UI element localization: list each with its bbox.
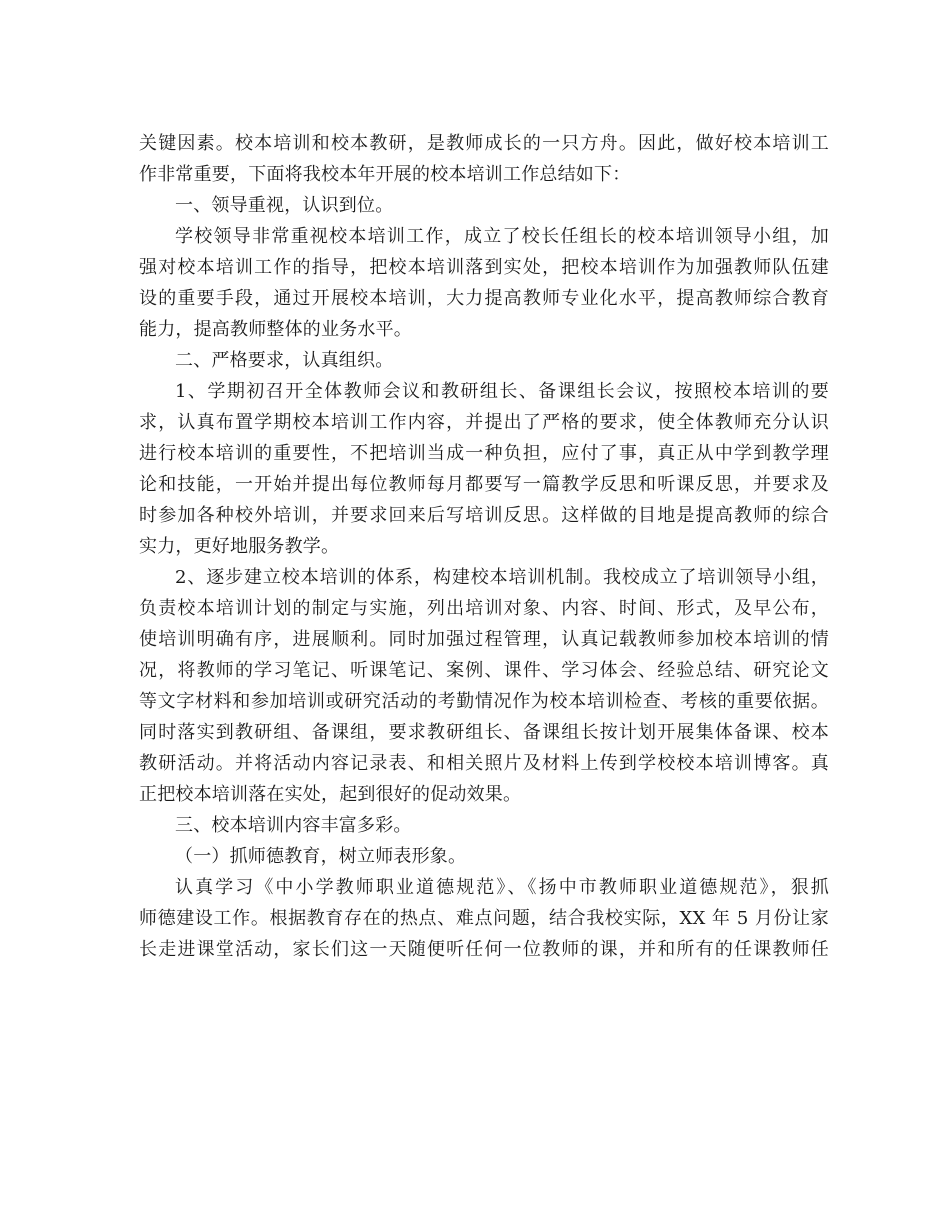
text-line: 强对校本培训工作的指导，把校本培训落到实处，把校本培训作为加强教师队伍建 <box>139 257 829 278</box>
text-line: 况，将教师的学习笔记、听课笔记、案例、课件、学习体会、经验总结、研究论文 <box>139 660 829 681</box>
text-line: 师德建设工作。根据教育存在的热点、难点问题，结合我校实际，XX 年 5 月份让家 <box>139 908 829 929</box>
text-line: 使培训明确有序，进展顺利。同时加强过程管理，认真记载教师参加校本培训的情 <box>139 629 829 650</box>
text-line: 教研活动。并将活动内容记录表、和相关照片及材料上传到学校校本培训博客。真 <box>139 753 829 774</box>
text-line: 实力，更好地服务教学。 <box>139 536 340 557</box>
text-line: 1、学期初召开全体教师会议和教研组长、备课组长会议，按照校本培训的要 <box>175 381 829 402</box>
text-line: 同时落实到教研组、备课组，要求教研组长、备课组长按计划开展集体备课、校本 <box>139 722 829 743</box>
document-body <box>139 128 829 965</box>
text-line: 正把校本培训落在实处，起到很好的促动效果。 <box>139 784 522 805</box>
text-line: 关键因素。校本培训和校本教研，是教师成长的一只方舟。因此，做好校本培训工 <box>139 133 829 154</box>
text-line: 长走进课堂活动，家长们这一天随便听任何一位教师的课，并和所有的任课教师任 <box>139 939 829 960</box>
text-line: 进行校本培训的重要性，不把培训当成一种负担，应付了事，真正从中学到教学理 <box>139 443 829 464</box>
text-line: 设的重要手段，通过开展校本培训，大力提高教师专业化水平，提高教师综合教育 <box>139 288 829 309</box>
text-line: 学校领导非常重视校本培训工作，成立了校长任组长的校本培训领导小组，加 <box>175 226 829 247</box>
text-line: 认真学习《中小学教师职业道德规范》、《扬中市教师职业道德规范》，狠抓 <box>175 877 829 898</box>
text-line: 时参加各种校外培训，并要求回来后写培训反思。这样做的目地是提高教师的综合 <box>139 505 829 526</box>
text-line: 三、校本培训内容丰富多彩。 <box>175 815 412 836</box>
text-line: 二、严格要求，认真组织。 <box>175 350 394 371</box>
text-line: 2、逐步建立校本培训的体系，构建校本培训机制。我校成立了培训领导小组， <box>175 567 829 588</box>
text-line: （一）抓师德教育，树立师表形象。 <box>175 846 467 867</box>
text-line: 求，认真布置学期校本培训工作内容，并提出了严格的要求，使全体教师充分认识 <box>139 412 829 433</box>
text-line: 能力，提高教师整体的业务水平。 <box>139 319 412 340</box>
text-line: 等文字材料和参加培训或研究活动的考勤情况作为校本培训检查、考核的重要依据。 <box>139 691 829 712</box>
text-line: 负责校本培训计划的制定与实施，列出培训对象、内容、时间、形式，及早公布， <box>139 598 829 619</box>
text-line: 论和技能，一开始并提出每位教师每月都要写一篇教学反思和听课反思，并要求及 <box>139 474 829 495</box>
text-line: 作非常重要，下面将我校本年开展的校本培训工作总结如下： <box>139 164 631 185</box>
text-line: 一、领导重视，认识到位。 <box>175 195 394 216</box>
